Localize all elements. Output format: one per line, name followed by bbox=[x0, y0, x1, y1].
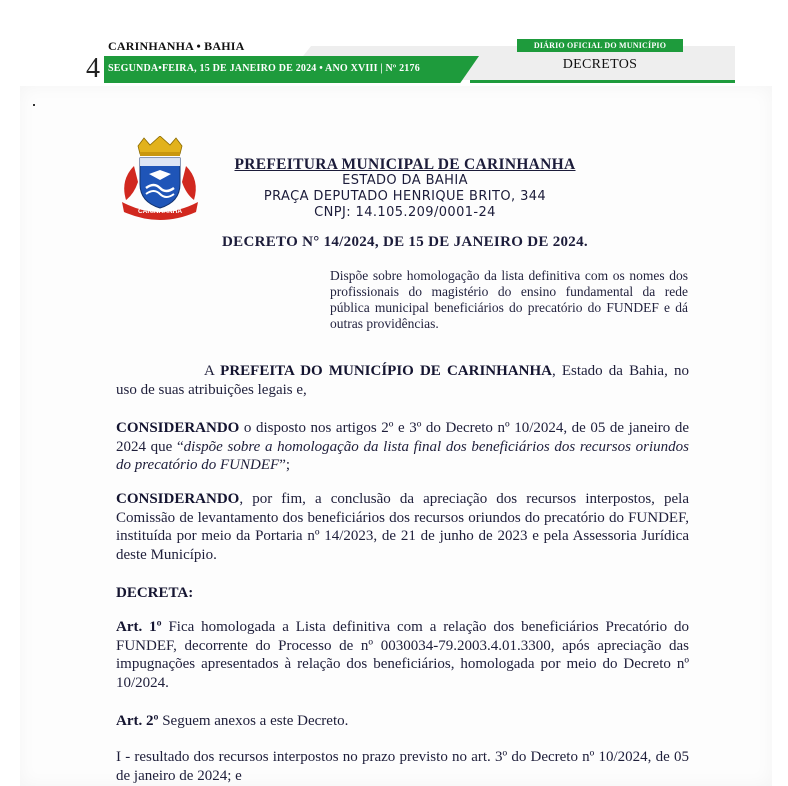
article-1-paragraph bbox=[116, 618, 689, 692]
preamble-rest: , Estado da Bahia, no uso de suas atribuições legais e, bbox=[116, 363, 689, 398]
preamble-lead: A bbox=[204, 363, 221, 379]
preamble-bold: PREFEITA DO MUNICÍPIO DE CARINHANHA bbox=[220, 363, 552, 379]
municipal-crest-icon bbox=[116, 136, 204, 220]
considerando-2-label: CONSIDERANDO bbox=[116, 491, 240, 507]
article-2-label: Art. 2º bbox=[116, 713, 159, 729]
prefeitura-name: PREFEITURA MUNICIPAL DE CARINHANHA bbox=[234, 156, 576, 173]
letterhead bbox=[200, 156, 610, 221]
item-1-paragraph: I - resultado dos recursos interpostos no prazo previsto no art. 3º do Decreto nº 10/2024, de 05 de janeiro de 2024; e bbox=[116, 749, 689, 784]
considerando-1-quote: dispõe sobre a homologação da lista final dos beneficiários dos recursos oriundos do precatório do FUNDEF bbox=[116, 438, 689, 473]
header-dateline: SEGUNDA•FEIRA, 15 DE JANEIRO DE 2024 • ANO XVIII | Nº 2176 bbox=[108, 63, 420, 74]
considerando-1-text: o disposto nos artigos 2º e 3º do Decreto nº 10/2024, de 05 de janeiro de 2024 que “ bbox=[116, 420, 689, 455]
decreta-label: DECRETA: bbox=[116, 585, 194, 601]
header-city-state: CARINHANHA • BAHIA bbox=[108, 39, 245, 53]
decree-title: DECRETO N° 14/2024, DE 15 DE JANEIRO DE 2024. bbox=[222, 234, 588, 250]
crest-banner-text: CARINHANHA bbox=[137, 208, 183, 215]
decreta-heading bbox=[116, 584, 689, 603]
considerando-2-text: , por fim, a conclusão da apreciação dos recursos interpostos, pela Comissão de levantamento dos beneficiários dos recursos oriundos do precatório do FUNDEF, instituída por meio da Portaria nº 14/2023, de 21 de junho de 2023 e pela Assessoria Jurídica deste Município. bbox=[116, 491, 689, 563]
article-2-text: Seguem anexos a este Decreto. bbox=[158, 713, 349, 729]
considerando-1-label: CONSIDERANDO bbox=[116, 420, 240, 436]
cnpj: CNPJ: 14.105.209/0001-24 bbox=[314, 205, 496, 220]
considerando-1-paragraph bbox=[116, 419, 689, 475]
article-2-paragraph bbox=[116, 712, 689, 731]
header-green-rule bbox=[470, 80, 735, 83]
address: PRAÇA DEPUTADO HENRIQUE BRITO, 344 bbox=[263, 189, 547, 204]
considerando-2-paragraph bbox=[116, 490, 689, 564]
state-name: ESTADO DA BAHIA bbox=[342, 173, 468, 188]
section-title: DECRETOS bbox=[562, 57, 638, 72]
article-1-label: Art. 1º bbox=[116, 619, 162, 635]
decree-ementa: Dispõe sobre homologação da lista definitiva com os nomes dos profissionais do magistério do ensino fundamental da rede pública municipal beneficiários do precatório do FUNDEF e dá outras providências. bbox=[330, 268, 688, 331]
scan-speck bbox=[33, 104, 35, 106]
considerando-1-end: ”; bbox=[279, 457, 291, 473]
article-1-text: Fica homologada a Lista definitiva com a relação dos beneficiários Precatório do FUNDEF, decorrente do Processo de nº 0030034-79.2003.4.01.3300, após apreciação das impugnações apresentados à relação dos beneficiários, homologada por meio do Decreto nº 10/2024. bbox=[116, 619, 690, 691]
page-number: 4 bbox=[86, 53, 100, 84]
diario-oficial-label: DIÁRIO OFICIAL DO MUNICÍPIO bbox=[517, 39, 683, 52]
preamble-paragraph bbox=[116, 362, 689, 399]
